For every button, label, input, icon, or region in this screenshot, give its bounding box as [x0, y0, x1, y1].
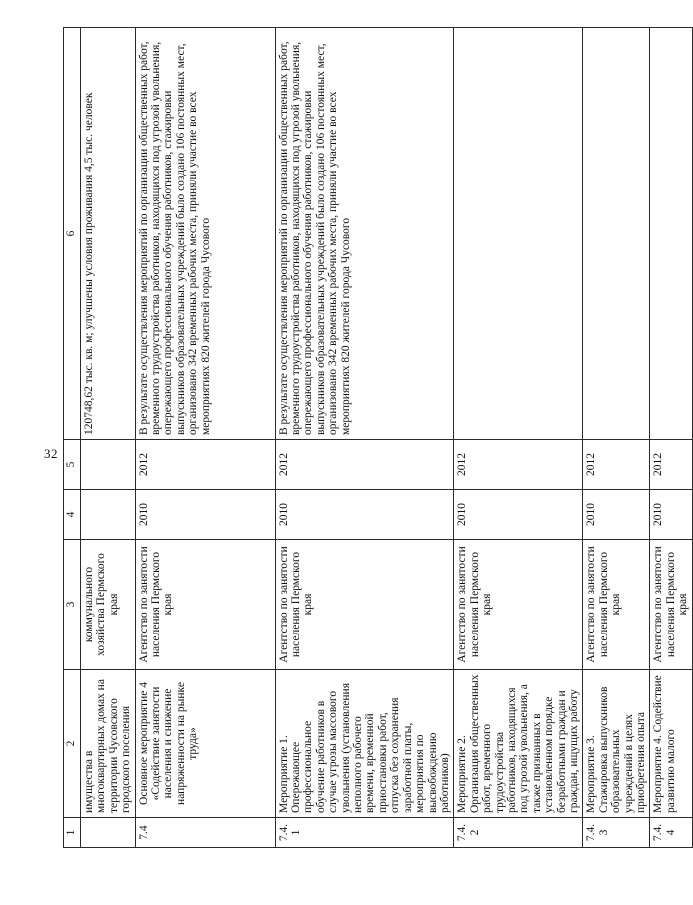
- header-cell: 1: [64, 818, 81, 848]
- row-number: [81, 818, 136, 848]
- start-year: 2010: [135, 490, 275, 540]
- start-year: 2010: [454, 490, 583, 540]
- result: В результате осуществления мероприятий по организации общественных работ, временного трудоустройства работников, находящихся под угрозой увольнения, опережающего профессионального обучения работников, стажировки выпускников образовательных учреждений было создано 106 постоянных мест, организовано 342 временных рабочих места, приняли участие во всех мероприятиях 820 жителей города Чусового: [135, 28, 275, 440]
- end-year: 2012: [454, 440, 583, 490]
- start-year: 2010: [275, 490, 454, 540]
- executor: Агентство по занятости населения Пермского края: [135, 540, 275, 670]
- result: [650, 28, 692, 440]
- header-cell: 2: [64, 670, 81, 818]
- header-cell: 6: [64, 28, 81, 440]
- table-row: [650, 28, 692, 848]
- start-year: 2010: [650, 490, 692, 540]
- measure-name: Мероприятие 2. Организация общественных работ, временного трудоустройства работников, находящихся под угрозой увольнения, а также признанных в установленном порядке безработными граждан и граждан, ищущих работу: [454, 670, 583, 818]
- header-cell: 3: [64, 540, 81, 670]
- row-number: 7.4.1: [275, 818, 454, 848]
- result: [583, 28, 650, 440]
- measure-name: Основное мероприятие 4 «Содействие занятости населения и снижение напряженности на рынке труда»: [135, 670, 275, 818]
- measure-name: Мероприятие 3. Стажировка выпускников образовательных учреждений в целях приобретения опыта: [583, 670, 650, 818]
- result: В результате осуществления мероприятий по организации общественных работ, временного трудоустройства работников, находящихся под угрозой увольнения, опережающего профессионального обучения работников, стажировки выпускников образовательных учреждений было создано 106 постоянных мест, организовано 342 временных рабочих места, приняли участие во всех мероприятиях 820 жителей города Чусового: [275, 28, 454, 440]
- end-year: 2012: [650, 440, 692, 490]
- end-year: 2012: [275, 440, 454, 490]
- table-row: [275, 28, 454, 848]
- rotated-table-container: [63, 28, 690, 848]
- measure-name: Мероприятие 4. Содействие развитию малого: [650, 670, 692, 818]
- header-cell: 4: [64, 490, 81, 540]
- table-row: [583, 28, 650, 848]
- executor: Агентство по занятости населения Пермского края: [583, 540, 650, 670]
- header-cell: 5: [64, 440, 81, 490]
- start-year: 2010: [583, 490, 650, 540]
- table-row: [81, 28, 136, 848]
- start-year: [81, 490, 136, 540]
- executor: Агентство по занятости населения Пермского края: [275, 540, 454, 670]
- measure-name: Мероприятие 1. Опережающее профессиональное обучение работников в случае угрозы массового увольнения (установления неполного рабочего времени, временной приостановки работ, отпуска без сохранения заработной платы, мероприятия по высвобождению работников): [275, 670, 454, 818]
- row-number: 7.4.3: [583, 818, 650, 848]
- table-row: [454, 28, 583, 848]
- end-year: [81, 440, 136, 490]
- measure-name: имущества в многоквартирных домах на территории Чусовского городского поселения: [81, 670, 136, 818]
- row-number: 7.4: [135, 818, 275, 848]
- row-number: 7.4.2: [454, 818, 583, 848]
- row-number: 7.4.4: [650, 818, 692, 848]
- executor: Агентство по занятости населения Пермского края: [650, 540, 692, 670]
- executor: Агентство по занятости населения Пермского края: [454, 540, 583, 670]
- result: [454, 28, 583, 440]
- table-row: [135, 28, 275, 848]
- table-header-row: [64, 28, 81, 848]
- end-year: 2012: [135, 440, 275, 490]
- result: 120748,62 тыс. кв. м; улучшены условия проживания 4,5 тыс. человек: [81, 28, 136, 440]
- executor: коммунального хозяйства Пермского края: [81, 540, 136, 670]
- end-year: 2012: [583, 440, 650, 490]
- measures-table: [63, 27, 693, 848]
- page-number: 32: [44, 446, 58, 461]
